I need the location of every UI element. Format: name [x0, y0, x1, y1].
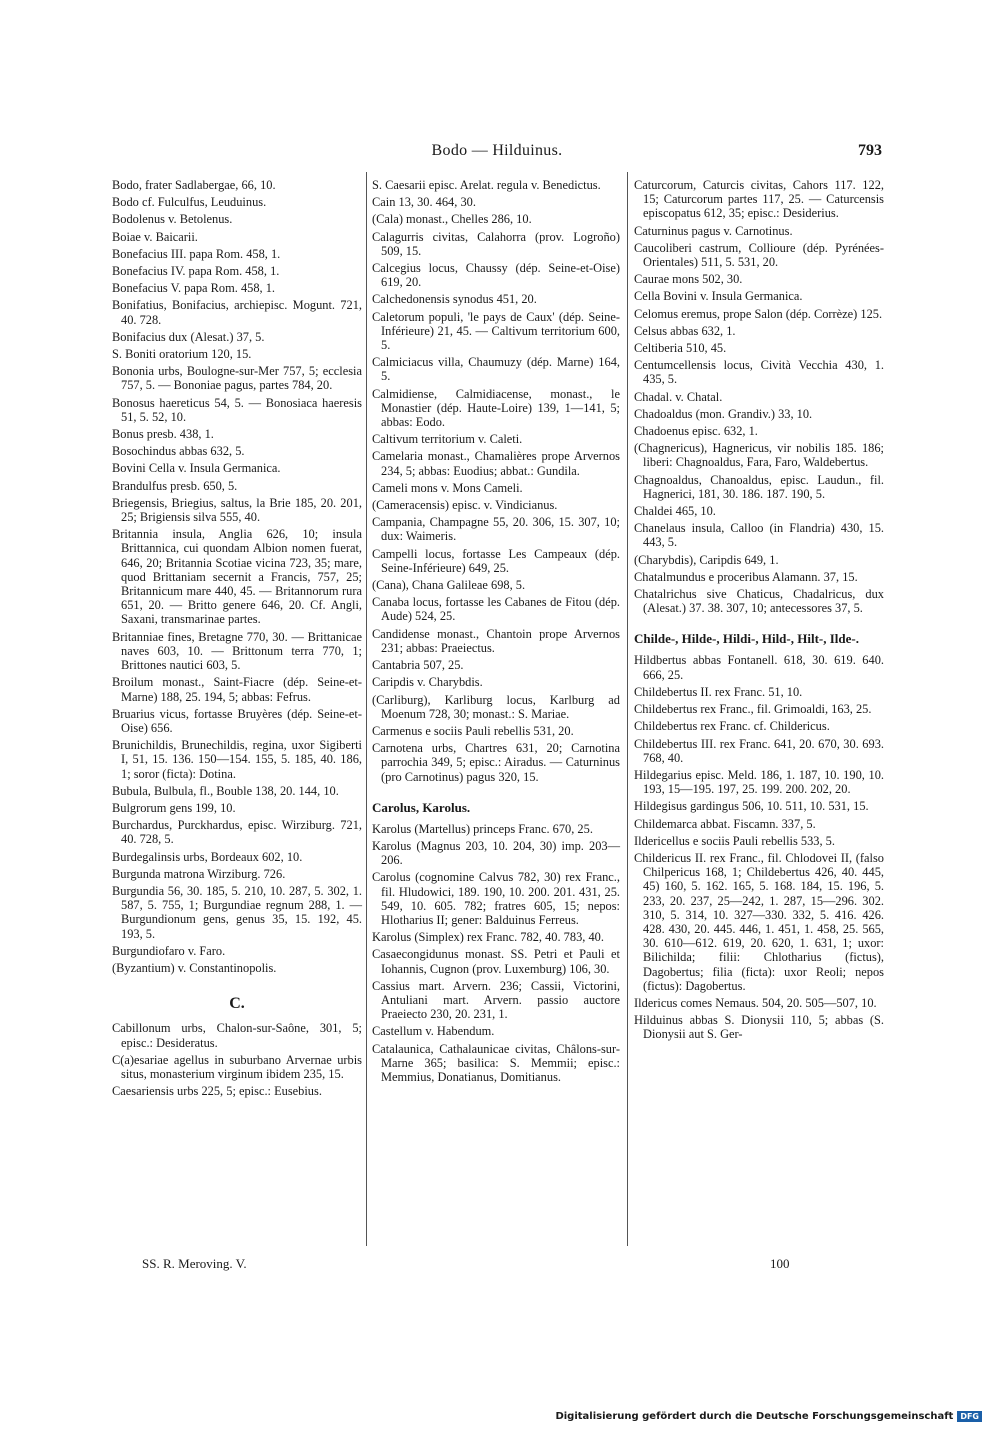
index-entry: Burdegalinsis urbs, Bordeaux 602, 10. [112, 849, 303, 864]
index-entry: Childebertus II. rex Franc. 51, 10. [634, 684, 803, 699]
index-entry: Bonefacius IV. papa Rom. 458, 1. [112, 264, 280, 279]
index-entry: Bulgrorum gens 199, 10. [112, 800, 236, 815]
index-entry: Karolus (Magnus 203, 10. 204, 30) imp. 203—206. [372, 838, 620, 868]
index-entry: Childericus II. rex Franc., fil. Chlodovei II, (falso Chilpericus 168, 1; Childebertus 426, 40. 445, 45) 160, 5. 162. 165, 5. 168. 184, 15. 196, 5. 233, 20. 237, 25—242, 1. 287, 15—296. 302. 310, 5. 314, 10. 327—330. 332, 5. 416. 426. 428. 430, 20. 445. 446, 1. 451, 1. 458, 25. 565, 30. 610—612. 619, 20. 620, 1. 631, 1; uxor: Bilichilda; filii: Chlotharius (fictus), Dagobertus; filia (ficta): uxor Reoli; nepos (fictus): Dagobertus. [634, 850, 884, 993]
index-entry: Canaba locus, fortasse les Cabanes de Fitou (dép. Aude) 524, 25. [372, 595, 620, 624]
index-entry: C(a)esariae agellus in suburbano Arvernae urbis situs, monasterium virginum ibidem 235, 15. [112, 1052, 362, 1081]
index-entry: Caesariensis urbs 225, 5; episc.: Eusebius. [112, 1084, 322, 1099]
sheet-number: 100 [770, 1256, 790, 1271]
index-entry: Bovini Cella v. Insula Germanica. [112, 461, 281, 476]
index-entry: Campania, Champagne 55, 20. 306, 15. 307, 10; dux: Waimeris. [372, 515, 620, 544]
index-entry: Cameli mons v. Mons Cameli. [372, 480, 523, 495]
index-entry: (Byzantium) v. Constantinopolis. [112, 960, 277, 975]
index-entry: Caturninus pagus v. Carnotinus. [634, 223, 793, 238]
index-entry: Hilduinus abbas S. Dionysii 110, 5; abbas (S. Dionysii aut S. Ger- [634, 1013, 884, 1042]
dfg-logo-icon: DFG [957, 1411, 982, 1422]
index-entry: Chagnoaldus, Chanoaldus, episc. Laudun., fil. Hagnerici, 181, 30. 186. 187. 190, 5. [634, 472, 884, 501]
column-divider [627, 172, 628, 1246]
index-entry: Cantabria 507, 25. [372, 658, 464, 673]
digitization-note: Digitalisierung gefördert durch die Deutsche Forschungsgemeinschaft [555, 1411, 954, 1422]
index-entry: Cabillonum urbs, Chalon-sur-Saône, 301, 5; episc.: Desideratus. [112, 1021, 362, 1050]
section-letter: C. [229, 995, 245, 1013]
index-entry: Boiae v. Baicarii. [112, 229, 198, 244]
index-entry: Bruarius vicus, fortasse Bruyères (dép. Seine-et-Oise) 656. [112, 706, 362, 735]
index-entry: Calagurris civitas, Calahorra (prov. Logroño) 509, 15. [372, 229, 620, 258]
index-entry: Bononia urbs, Boulogne-sur-Mer 757, 5; ecclesia 757, 5. — Bononiae pagus, partes 784, 20. [112, 364, 362, 393]
index-entry: Chadoenus episc. 632, 1. [634, 424, 758, 439]
index-entry: Bonefacius III. papa Rom. 458, 1. [112, 246, 281, 261]
index-entry: Bodo, frater Sadlabergae, 66, 10. [112, 178, 276, 192]
column-divider [366, 172, 367, 1246]
index-entry: (Cala) monast., Chelles 286, 10. [372, 212, 532, 227]
index-entry: Ildericus comes Nemaus. 504, 20. 505—507, 10. [634, 995, 877, 1010]
index-entry: Cassius mart. Arvern. 236; Cassii, Victorini, Antuliani mart. Arvern. passio auctore Praeiecto 230, 20. 231, 1. [372, 978, 620, 1022]
index-entry: Castellum v. Habendum. [372, 1024, 495, 1039]
index-entry: Caletorum populi, 'le pays de Caux' (dép. Seine-Inférieure) 21, 45. — Caltivum territorium 600, 5. [372, 309, 620, 353]
index-entry: Candidense monast., Chantoin prope Arvernos 231; abbas: Praeiectus. [372, 626, 620, 655]
index-entry: Hildegisus gardingus 506, 10. 511, 10. 531, 15. [634, 799, 869, 814]
index-entry: Calmiciacus villa, Chaumuzy (dép. Marne) 164, 5. [372, 355, 620, 384]
page-number: 793 [858, 142, 882, 159]
index-entry: Burgundia 56, 30. 185, 5. 210, 10. 287, 5. 302, 1. 587, 5. 755, 1; Burgundiae regnum 288, 1. — Burgundionum gens, genus 35, 15. 192, 45. 193, 5. [112, 883, 362, 941]
index-column-3 [634, 178, 884, 1045]
index-entry: Burgundiofaro v. Faro. [112, 943, 226, 958]
index-entry: Hildbertus abbas Fontanell. 618, 30. 619. 640. 666, 25. [634, 653, 884, 682]
index-entry: Karolus (Martellus) princeps Franc. 670, 25. [372, 821, 593, 836]
index-entry: Celsus abbas 632, 1. [634, 323, 736, 338]
index-entry: Cella Bovini v. Insula Germanica. [634, 289, 803, 304]
index-entry: (Charybdis), Caripdis 649, 1. [634, 552, 779, 567]
index-entry: Bosochindus abbas 632, 5. [112, 444, 245, 459]
index-entry: Casaecongidunus monast. SS. Petri et Pauli et Iohannis, Cugnon (prov. Luxemburg) 106, 30. [372, 947, 620, 976]
index-entry: Hildegarius episc. Meld. 186, 1. 187, 10. 190, 10. 193, 15—195. 197, 25. 199. 200. 202, 20. [634, 767, 884, 797]
index-entry: Chadal. v. Chatal. [634, 389, 723, 404]
index-entry: Caltivum territorium v. Caleti. [372, 432, 523, 447]
index-entry: Caturcorum, Caturcis civitas, Cahors 117. 122, 15; Caturcorum partes 117, 25. — Caturcensis episcopatus 612, 35; episc.: Desiderius. [634, 178, 884, 221]
index-entry: Brandulfus presb. 650, 5. [112, 478, 238, 493]
digitization-credit [555, 1411, 982, 1422]
index-entry: Bonifacius dux (Alesat.) 37, 5. [112, 329, 265, 344]
index-entry: (Carliburg), Karliburg locus, Karlburg ad Moenum 728, 30; monast.: S. Mariae. [372, 692, 620, 721]
index-entry: Bonus presb. 438, 1. [112, 427, 214, 442]
index-entry: Britanniae fines, Bretagne 770, 30. — Brittanicae naves 603, 10. — Brittonum terra 770, 1; Brittones nautici 603, 5. [112, 629, 362, 673]
index-entry: Catalaunica, Cathalaunicae civitas, Châlons-sur-Marne 365; basilica: S. Memmii; episc.: Memmius, Donatianus, Domitianus. [372, 1041, 620, 1084]
running-title: Bodo — Hilduinus. [431, 142, 563, 159]
index-entry: Broilum monast., Saint-Fiacre (dép. Seine-et-Marne) 188, 25. 194, 5; abbas: Fefrus. [112, 675, 362, 704]
index-entry: Campelli locus, fortasse Les Campeaux (dép. Seine-Inférieure) 649, 25. [372, 546, 620, 575]
index-entry: Carmenus e sociis Pauli rebellis 531, 20. [372, 723, 574, 738]
index-entry: Carolus (cognomine Calvus 782, 30) rex Franc., fil. Hludowici, 189. 190, 10. 200. 201. 431, 25. 549, 10. 605. 782; fratres 605, 15; nepos: Hlotharius II; gener: Balduinus Ferreus. [372, 870, 620, 927]
index-entry: Burchardus, Purckhardus, episc. Wirziburg. 721, 40. 728, 5. [112, 818, 362, 847]
index-entry: Briegensis, Briegius, saltus, la Brie 185, 20. 201, 25; Brigiensis silva 555, 40. [112, 495, 362, 525]
index-entry: S. Boniti oratorium 120, 15. [112, 347, 252, 362]
index-entry: Caucoliberi castrum, Collioure (dép. Pyrénées-Orientales) 511, 5. 531, 20. [634, 240, 884, 270]
index-entry: Cain 13, 30. 464, 30. [372, 195, 476, 210]
index-column-2 [372, 178, 620, 1087]
index-entry: Childemarca abbat. Fiscamn. 337, 5. [634, 816, 816, 831]
index-entry: Camelaria monast., Chamalières prope Arvernos 234, 5; abbas: Euodius; abbat.: Gundila. [372, 449, 620, 478]
index-entry: Brunichildis, Brunechildis, regina, uxor Sigiberti I, 51, 15. 136. 150—154. 155, 5. 185, 40. 186, 1; soror (ficta): Dotina. [112, 738, 362, 781]
index-entry: Carnotena urbs, Chartres 631, 20; Carnotina parrochia 349, 5; episc.: Airadus. — Caturninus (pro Carnotinus) pagus 320, 15. [372, 741, 620, 784]
index-entry: Britannia insula, Anglia 626, 10; insula Brittannica, cui quondam Albion nomen fuerat, 646, 20; Britannia Scotiae vicina 723, 35; mare, quod Brittaniam secernit a Francis, 757, 25; Britannicum mare 440, 45. — Britannorum rura 651, 20. — Britto genere 646, 20. Cf. Angli, Saxani, transmarinae partes. [112, 527, 362, 627]
index-entry: (Cana), Chana Galileae 698, 5. [372, 578, 526, 593]
index-entry: Childebertus rex Franc. cf. Childericus. [634, 719, 830, 734]
index-entry: Karolus (Simplex) rex Franc. 782, 40. 783, 40. [372, 930, 604, 945]
index-entry: Burgunda matrona Wirziburg. 726. [112, 866, 286, 881]
index-entry: Centumcellensis locus, Cività Vecchia 430, 1. 435, 5. [634, 358, 884, 387]
index-entry: (Chagnericus), Hagnericus, vir nobilis 185. 186; liberi: Chagnoaldus, Fara, Faro, Waldebertus. [634, 441, 884, 470]
index-entry: Childebertus rex Franc., fil. Grimoaldi, 163, 25. [634, 702, 872, 717]
page-header [112, 142, 882, 164]
index-entry: Caripdis v. Charybdis. [372, 675, 483, 690]
index-entry: S. Caesarii episc. Arelat. regula v. Benedictus. [372, 178, 601, 192]
index-entry: Calcegius locus, Chaussy (dép. Seine-et-Oise) 619, 20. [372, 261, 620, 290]
index-column-1 [112, 178, 362, 1101]
index-entry: Childebertus III. rex Franc. 641, 20. 670, 30. 693. 768, 40. [634, 736, 884, 765]
section-heading: Childe-, Hilde-, Hildi-, Hild-, Hilt-, Ilde-. [634, 631, 859, 647]
index-entry: Chaldei 465, 10. [634, 504, 716, 519]
index-entry: Bodo cf. Fulculfus, Leuduinus. [112, 195, 267, 210]
index-entry: Celtiberia 510, 45. [634, 341, 727, 356]
signature-mark: SS. R. Meroving. V. [142, 1256, 247, 1271]
index-entry: Bubula, Bulbula, fl., Bouble 138, 20. 144, 10. [112, 783, 339, 798]
index-entry: Caurae mons 502, 30. [634, 272, 743, 287]
index-entry: Chatalmundus e proceribus Alamann. 37, 15. [634, 569, 858, 584]
index-entry: Ildericellus e sociis Pauli rebellis 533, 5. [634, 833, 835, 848]
index-entry: Bonifatius, Bonifacius, archiepisc. Mogunt. 721, 40. 728. [112, 298, 362, 327]
index-entry: Chanelaus insula, Calloo (in Flandria) 430, 15. 443, 5. [634, 521, 884, 550]
index-entry: Calmidiense, Calmidiacense, monast., le Monastier (dép. Haute-Loire) 139, 1—141, 5; abbas: Eodo. [372, 386, 620, 430]
index-entry: Bonefacius V. papa Rom. 458, 1. [112, 281, 276, 296]
index-entry: Bodolenus v. Betolenus. [112, 212, 233, 227]
index-entry: Chadoaldus (mon. Grandiv.) 33, 10. [634, 406, 813, 421]
section-heading: Carolus, Karolus. [372, 799, 471, 815]
index-entry: Celomus eremus, prope Salon (dép. Corrèze) 125. [634, 306, 883, 321]
index-entry: Calchedonensis synodus 451, 20. [372, 292, 537, 307]
index-entry: (Cameracensis) episc. v. Vindicianus. [372, 498, 558, 513]
index-entry: Chatalrichus sive Chaticus, Chadalricus, dux (Alesat.) 37. 38. 307, 10; antecessores 37, 5. [634, 587, 884, 616]
index-entry: Bonosus haereticus 54, 5. — Bonosiaca haeresis 51, 5. 52, 10. [112, 395, 362, 424]
